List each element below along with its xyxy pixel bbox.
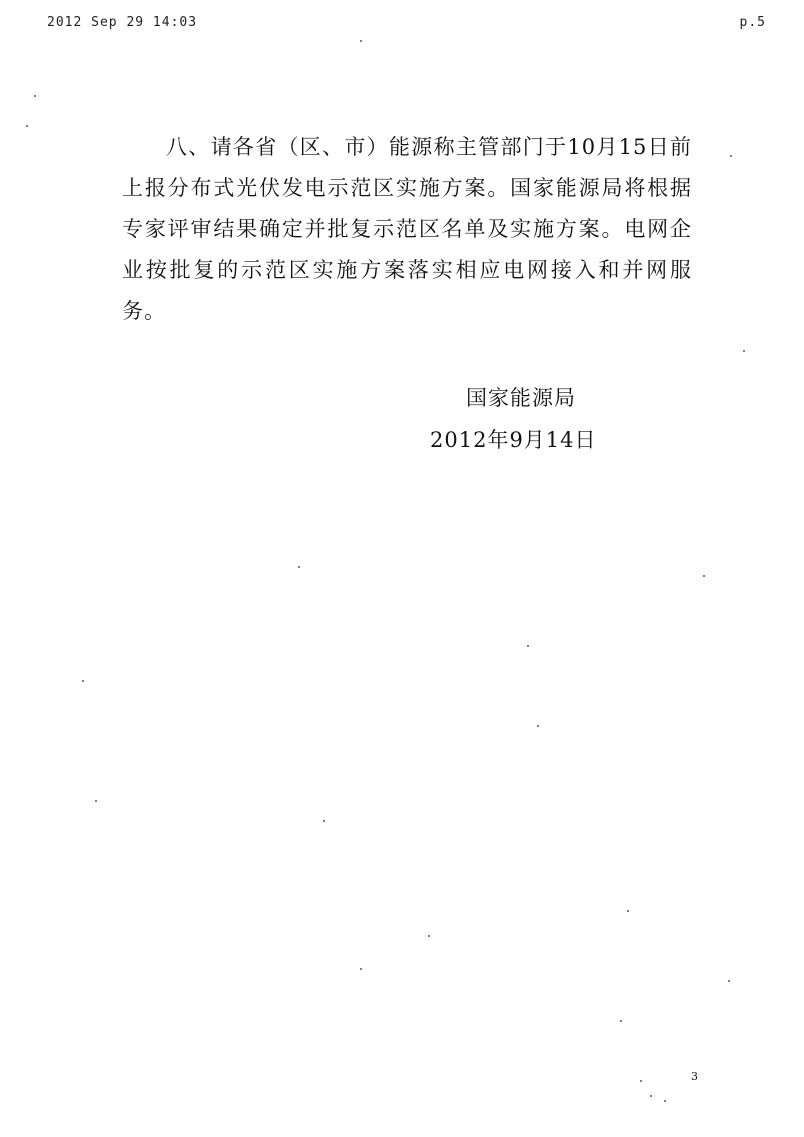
scan-speck (360, 40, 362, 42)
scan-speck (82, 680, 84, 682)
scan-speck (703, 575, 705, 577)
scan-speck (640, 1080, 642, 1082)
scan-speck (527, 645, 529, 647)
scan-speck (664, 1100, 666, 1102)
scan-speck (730, 155, 732, 157)
scan-speck (627, 910, 629, 912)
signature-date: 2012年9月14日 (430, 428, 597, 452)
scan-speck (360, 968, 362, 970)
scan-speck (650, 1095, 652, 1097)
body-paragraph: 八、请各省（区、市）能源称主管部门于10月15日前上报分布式光伏发电示范区实施方案。国家能源局将根据专家评审结果确定并批复示范区名单及实施方案。电网企业按批复的示范区实施方案落实相应电网接入和并网服务。 (122, 135, 692, 323)
scan-speck (34, 95, 36, 97)
scan-speck (428, 935, 430, 937)
scan-speck (323, 820, 325, 822)
scan-speck (537, 725, 539, 727)
page-number: 3 (691, 1070, 698, 1083)
scan-speck (95, 800, 97, 802)
scan-speck (728, 980, 730, 982)
scan-speck (620, 1020, 622, 1022)
scan-speck (298, 566, 300, 568)
scan-speck (743, 350, 745, 352)
fax-timestamp: 2012 Sep 29 14:03 (47, 15, 198, 30)
signature-organization: 国家能源局 (466, 386, 576, 410)
scan-speck (26, 125, 28, 127)
fax-page-indicator: p.5 (739, 15, 766, 30)
